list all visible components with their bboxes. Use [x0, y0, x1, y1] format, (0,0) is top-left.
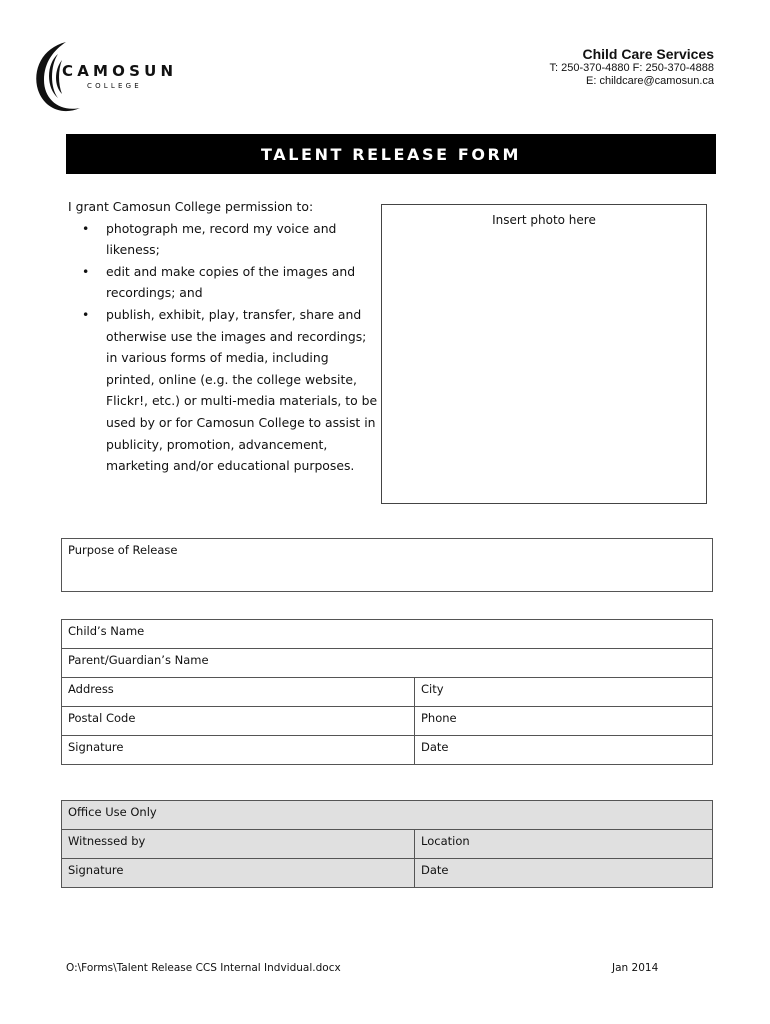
postal-code-field[interactable]: [62, 707, 415, 736]
postal-code-label: Postal Code: [68, 711, 136, 725]
phone-fax: T: 250-370-4880 F: 250-370-4888: [549, 62, 714, 74]
logo-wordmark: CAMOSUN: [62, 62, 178, 80]
department-title: Child Care Services: [582, 46, 714, 62]
info-table: [61, 619, 713, 765]
signature-field[interactable]: [62, 736, 415, 765]
location-field[interactable]: [415, 830, 713, 859]
childs-name-label: Child’s Name: [68, 624, 145, 638]
office-signature-label: Signature: [68, 863, 124, 877]
location-label: Location: [421, 834, 470, 848]
permission-item: • photograph me, record my voice and likeness;: [106, 218, 378, 261]
footer-date: Jan 2014: [612, 962, 659, 974]
contact-block: [549, 46, 714, 88]
office-date-label: Date: [421, 863, 449, 877]
photo-placeholder[interactable]: [381, 204, 707, 504]
guardian-name-label: Parent/Guardian’s Name: [68, 653, 209, 667]
address-field[interactable]: [62, 678, 415, 707]
office-date-field[interactable]: [415, 859, 713, 888]
permission-intro: I grant Camosun College permission to:: [68, 199, 314, 214]
logo-subtitle: COLLEGE: [87, 82, 142, 90]
permission-item: • edit and make copies of the images and recordings; and: [106, 261, 378, 304]
purpose-field[interactable]: [62, 539, 713, 592]
signature-label: Signature: [68, 740, 124, 754]
office-use-heading: Office Use Only: [68, 805, 157, 819]
form-title: TALENT RELEASE FORM: [66, 134, 716, 174]
guardian-name-field[interactable]: [62, 649, 713, 678]
office-use-heading-cell: [62, 801, 713, 830]
camosun-logo: [32, 40, 192, 116]
permission-list: [68, 218, 378, 477]
email: E: childcare@camosun.ca: [586, 75, 714, 87]
footer-file-path: O:\Forms\Talent Release CCS Internal Indvidual.docx: [66, 962, 341, 974]
city-label: City: [421, 682, 444, 696]
purpose-table: [61, 538, 713, 592]
date-field[interactable]: [415, 736, 713, 765]
purpose-label: Purpose of Release: [68, 543, 178, 557]
phone-label: Phone: [421, 711, 457, 725]
permission-item: • publish, exhibit, play, transfer, share and otherwise use the images and recordings; in various forms of media, including printed, online (e.g. the college website, Flickr!, etc.) or multi-media materials, to be used by or for Camosun College to assist in publicity, promotion, advancement, marketing and/or educational purposes.: [106, 304, 378, 477]
photo-placeholder-label: Insert photo here: [492, 213, 596, 227]
office-use-table: [61, 800, 713, 888]
city-field[interactable]: [415, 678, 713, 707]
date-label: Date: [421, 740, 449, 754]
childs-name-field[interactable]: [62, 620, 713, 649]
office-signature-field[interactable]: [62, 859, 415, 888]
address-label: Address: [68, 682, 114, 696]
witnessed-by-field[interactable]: [62, 830, 415, 859]
phone-field[interactable]: [415, 707, 713, 736]
permission-statement: [68, 196, 378, 477]
witnessed-by-label: Witnessed by: [68, 834, 146, 848]
